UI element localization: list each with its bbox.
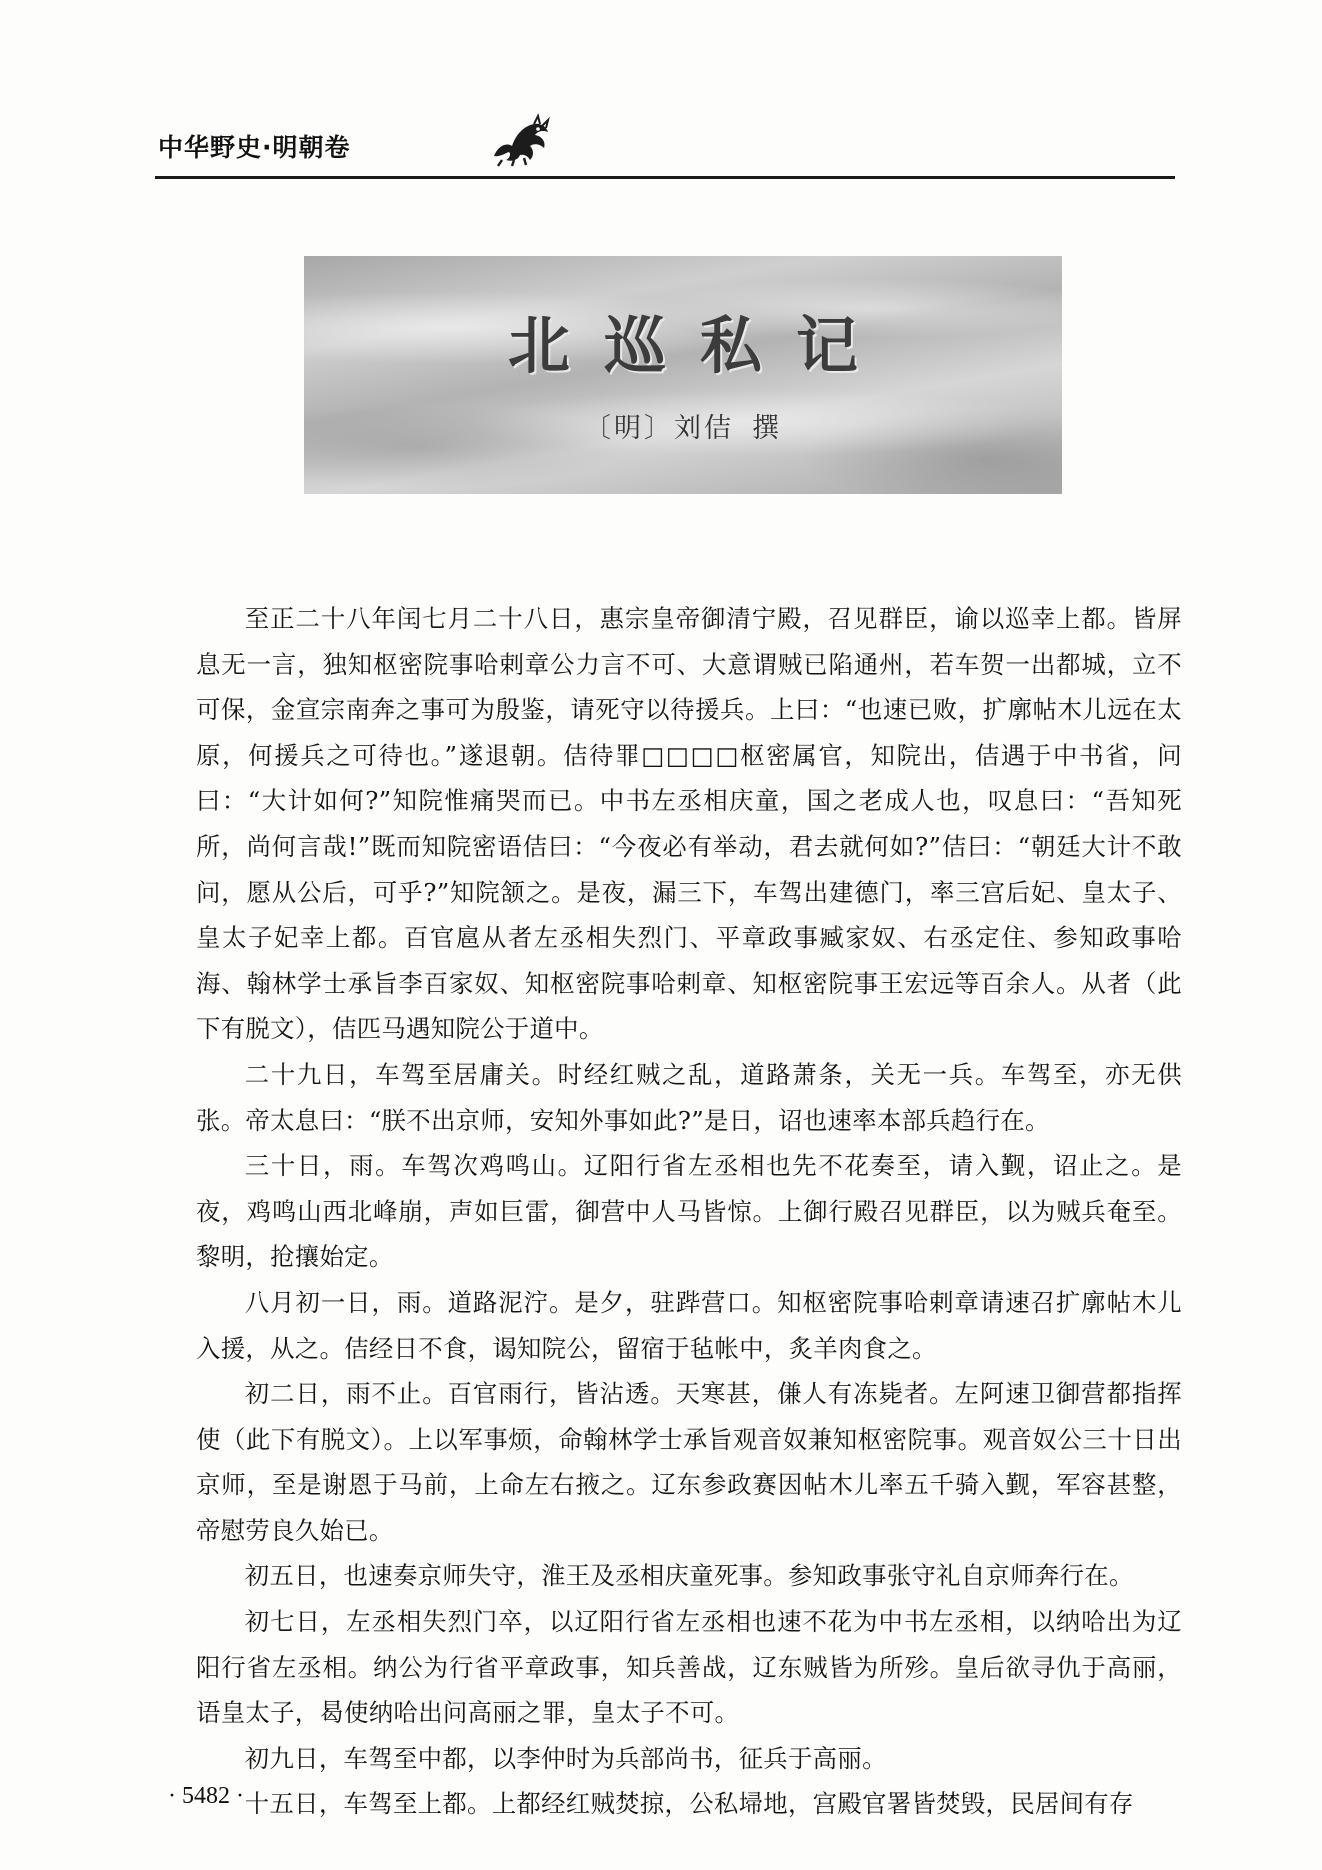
- author-line: [304, 406, 1062, 445]
- paragraph: 二十九日，车驾至居庸关。时经红贼之乱，道路萧条，关无一兵。车驾至，亦无供张。帝太息曰：“朕不出京师，安知外事如此?”是日，诏也速率本部兵趋行在。: [196, 1059, 1182, 1135]
- title-banner: [304, 256, 1062, 494]
- paragraph: 初七日，左丞相失烈门卒，以辽阳行省左丞相也速不花为中书左丞相，以纳哈出为辽阳行省左丞相。纳公为行省平章政事，知兵善战，辽东贼皆为所殄。皇后欲寻仇于高丽，语皇太子，曷使纳哈出问高丽之罪，皇太子不可。: [196, 1607, 1182, 1728]
- running-header-title: 中华野史·明朝卷: [158, 133, 351, 162]
- paragraph: 至正二十八年闰七月二十八日，惠宗皇帝御清宁殿，召见群臣，谕以巡幸上都。皆屏息无一言，独知枢密院事哈剌章公力言不可、大意谓贼已陷通州，若车贺一出都城，立不可保，金宣宗南奔之事可为殷鉴，请死守以待援兵。上曰：“也速已败，扩廓帖木儿远在太原，何援兵之可待也。”遂退朝。佶待罪□□□□枢密属官，知院出，佶遇于中书省，问曰：“大计如何?”知院惟痛哭而已。中书左丞相庆童，国之老成人也，叹息曰：“吾知死所，尚何言哉!”既而知院密语佶曰：“今夜必有举动，君去就何如?”佶曰：“朝廷大计不敢问，愿从公后，可乎?”知院颔之。是夜，漏三下，车驾出建德门，率三宫后妃、皇太子、皇太子妃幸上都。百官扈从者左丞相失烈门、平章政事臧家奴、右丞定住、参知政事哈海、翰林学士承旨李百家奴、知枢密院事哈剌章、知枢密院事王宏远等百余人。从者（此下有脱文），佶匹马遇知院公于道中。: [196, 604, 1182, 1044]
- paragraph: 初九日，车驾至中都，以李仲时为兵部尚书，征兵于高丽。: [244, 1743, 887, 1773]
- paragraph: 三十日，雨。车驾次鸡鸣山。辽阳行省左丞相也先不花奏至，请入觐，诏止之。是夜，鸡鸣山西北峰崩，声如巨雷，御营中人马皆惊。上御行殿召见群臣，以为贼兵奄至。黎明，抢攘始定。: [196, 1151, 1182, 1272]
- paragraph: 初五日，也速奏京师失守，淮王及丞相庆童死事。参知政事张守礼自京师奔行在。: [244, 1561, 1134, 1591]
- body-text: [196, 596, 1182, 1827]
- page-number: · 5482 ·: [168, 1783, 244, 1809]
- paragraph: 初二日，雨不止。百官雨行，皆沾透。天寒甚，傔人有冻毙者。左阿速卫御营都指挥使（此下有脱文）。上以军事烦，命翰林学士承旨观音奴兼知枢密院事。观音奴公三十日出京师，至是谢恩于马前，上命左右掖之。辽东参政赛因帖木儿率五千骑入觐，军容甚整，帝慰劳良久始已。: [196, 1379, 1182, 1545]
- paragraph: 八月初一日，雨。道路泥泞。是夕，驻跸营口。知枢密院事哈剌章请速召扩廓帖木儿入援，从之。佶经日不食，谒知院公，留宿于毡帐中，炙羊肉食之。: [196, 1287, 1182, 1363]
- dragon-emblem-icon: [488, 112, 554, 168]
- paragraph: 十五日，车驾至上都。上都经红贼焚掠，公私埽地，宫殿官署皆焚毁，民居间有存: [244, 1789, 1134, 1819]
- header-rule: [155, 176, 1175, 179]
- author-name: 〔明〕刘佶: [584, 413, 734, 444]
- article-title: 北巡私记: [507, 309, 892, 382]
- author-role: 撰: [752, 413, 782, 444]
